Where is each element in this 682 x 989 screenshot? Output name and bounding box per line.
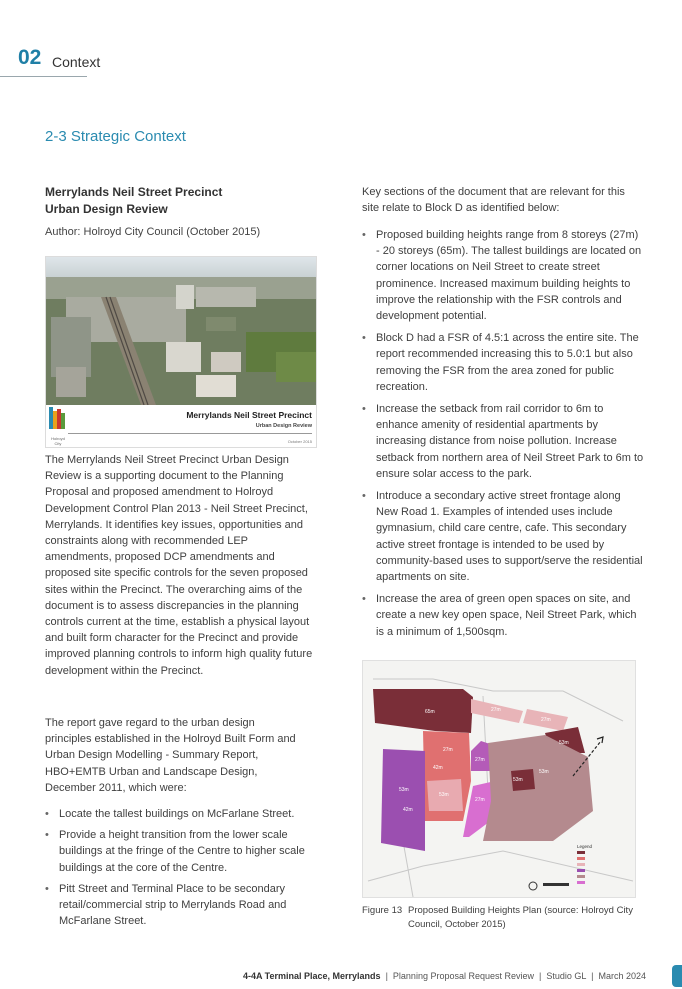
document-title-line2: Urban Design Review: [45, 202, 168, 216]
map-label: 27m: [475, 797, 485, 803]
map-drawing: [363, 661, 635, 897]
list-item: • Increase the area of green open spaces on site, and create a new key open space, Neil Street Park, which is a minimum of 1,500sqm.: [362, 591, 644, 640]
map-label: 42m: [433, 765, 443, 771]
map-label: 27m: [443, 747, 453, 753]
footer-date: March 2024: [598, 971, 646, 981]
footer-separator: |: [539, 971, 542, 981]
cover-date: October 2015: [287, 439, 312, 444]
footer-address: 4-4A Terminal Place, Merrylands: [242, 971, 381, 981]
footer-document: Planning Proposal Request Review: [392, 971, 535, 981]
aerial-photo: [46, 257, 316, 405]
map-label: 65m: [425, 709, 435, 715]
map-label: 27m: [541, 717, 551, 723]
cover-image: [45, 256, 317, 448]
list-item: • Locate the tallest buildings on McFarlane Street.: [45, 806, 315, 822]
map-label: 53m: [439, 792, 449, 798]
document-title-line1: Merrylands Neil Street Precinct: [45, 185, 223, 199]
page-tab: [672, 965, 682, 987]
list-item: • Introduce a secondary active street frontage along New Road 1. Examples of intended uses include gymnasium, child care centre, cafe. This secondary active street frontage is intended to be used by community-based uses to support/serve the residential apartments on site.: [362, 488, 644, 585]
principles-list: [45, 806, 315, 929]
figure-caption: [362, 904, 642, 932]
figure-label: Figure 13: [362, 905, 403, 916]
list-item: • Pitt Street and Terminal Place to be secondary retail/commercial strip to Merrylands Road and McFarlane Street.: [45, 881, 315, 930]
map-label: 53m: [539, 769, 549, 775]
building-heights-map: [362, 660, 636, 898]
map-label: 42m: [403, 807, 413, 813]
cover-title: Merrylands Neil Street Precinct: [186, 410, 312, 420]
document-title: [45, 184, 315, 218]
cover-divider: [68, 433, 312, 434]
list-item: • Proposed building heights range from 8 storeys (27m) - 20 storeys (65m). The tallest buildings are located on corner locations on Neil Street to create street prominence. Increased maximum building heights to improve the relationship with the FSR controls and development potential.: [362, 227, 644, 324]
intro-paragraph: Key sections of the document that are relevant for this site relate to Block D as identified below:: [362, 186, 625, 215]
subheading: 2-3 Strategic Context: [45, 128, 186, 145]
council-logo-icon: [49, 407, 65, 435]
section-number: 02: [18, 46, 42, 69]
author: Author: Holroyd City Council (October 2015): [45, 226, 261, 238]
block-d-list: [362, 227, 644, 640]
section-divider: [0, 76, 87, 77]
paragraph-principles: The report gave regard to the urban design principles established in the Holroyd Built Form and Urban Design Modelling - Summary Report, HBO+EMTB Urban and Landscape Design, December 2011, which were:: [45, 717, 296, 794]
footer: [0, 971, 646, 981]
footer-company: Studio GL: [546, 971, 587, 981]
figure-caption-text: Proposed Building Heights Plan (source: Holroyd City Council, October 2015): [408, 905, 633, 930]
cover-subtitle: Urban Design Review: [255, 423, 312, 429]
footer-separator: |: [385, 971, 388, 981]
list-item: • Increase the setback from rail corridor to 6m to enhance amenity of residential apartments by increasing distance from noise pollution. Increase setback from northern area of Neil Street Park to 6m to ensure solar access to the park.: [362, 401, 644, 482]
map-label: 27m: [491, 707, 501, 713]
map-label: 53m: [399, 787, 409, 793]
legend-title: Legend: [577, 844, 593, 849]
list-item: • Block D had a FSR of 4.5:1 across the entire site. The report recommended increasing this to 5.0:1 but also removing the FSR from the area zoned for public recreation.: [362, 330, 644, 395]
map-label: 27m: [475, 757, 485, 763]
footer-separator: |: [591, 971, 594, 981]
logo-text: Holroyd City: [51, 436, 65, 446]
section-name: Context: [52, 54, 101, 70]
scale-bar-icon: [543, 883, 569, 886]
paragraph-summary: The Merrylands Neil Street Precinct Urban Design Review is a supporting document to the Planning Proposal and proposed amendment to Holroyd Development Control Plan 2013 - Neil Street Precinct, Merrylands. It identifies key issues, opportunities and constraints along with recommended LEP amendments, proposed DCP amendments and proposed site specific controls for the seven proposed sites within the Precinct. The overarching aims of the document is to assess discrepancies in the planning controls current at the time, establish a physical layout and built form character for the Precinct and provide improved planning controls to inform high quality future development within the Precinct.: [45, 454, 313, 677]
map-label: 53m: [513, 777, 523, 783]
map-label: 53m: [559, 740, 569, 746]
list-item: • Provide a height transition from the lower scale buildings at the fringe of the Centre to higher scale buildings at the core of the Centre.: [45, 827, 315, 876]
